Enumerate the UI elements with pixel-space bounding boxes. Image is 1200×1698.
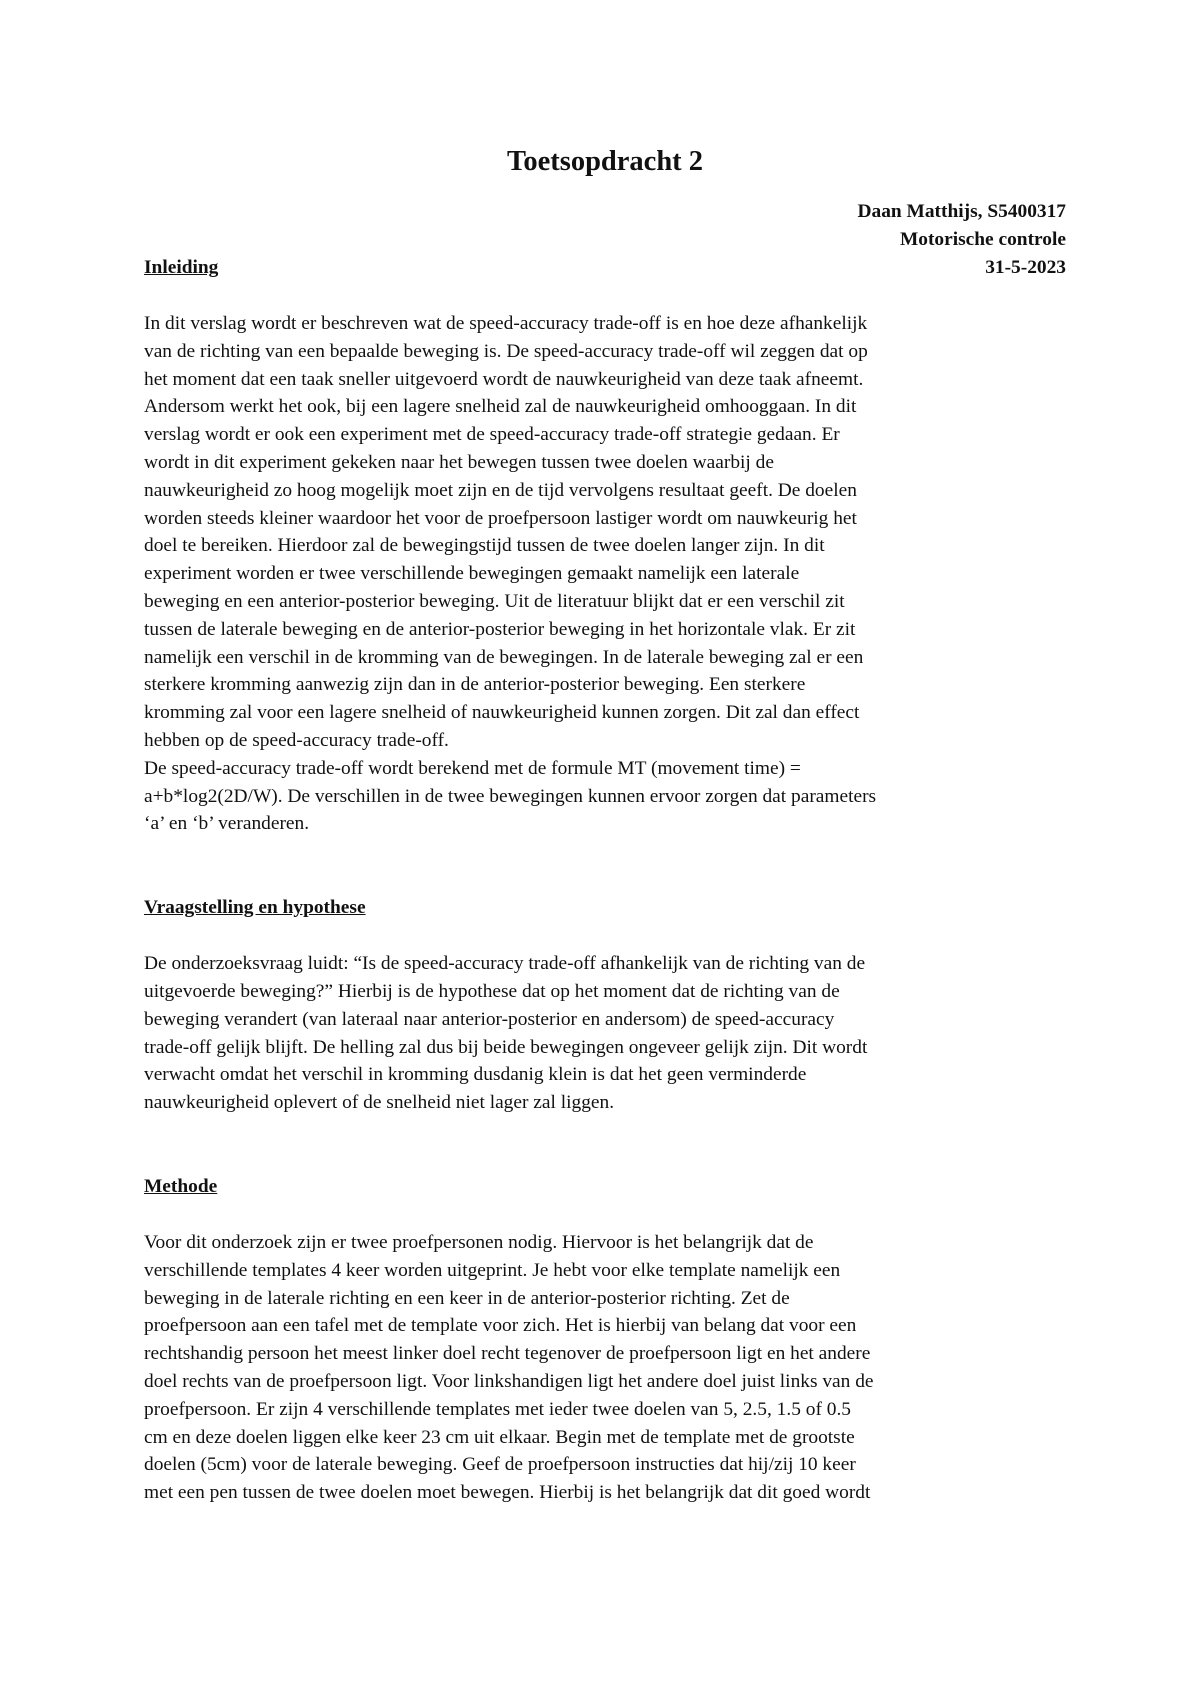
text-line: beweging in de laterale richting en een keer in de anterior-posterior richting. Zet de — [144, 1287, 790, 1309]
text-line: rechtshandig persoon het meest linker doel recht tegenover de proefpersoon ligt en het andere — [144, 1343, 871, 1365]
text-line: experiment worden er twee verschillende bewegingen gemaakt namelijk een laterale — [144, 563, 800, 585]
text-line: verslag wordt er ook een experiment met de speed-accuracy trade-off strategie gedaan. Er — [144, 424, 840, 446]
section-body-methode — [144, 1229, 1066, 1507]
text-line: sterkere kromming aanwezig zijn dan in de anterior-posterior beweging. Een sterkere — [144, 674, 806, 696]
text-line: wordt in dit experiment gekeken naar het bewegen tussen twee doelen waarbij de — [144, 451, 774, 473]
section-heading-methode: Methode — [144, 1175, 218, 1197]
text-line: nauwkeurigheid zo hoog mogelijk moet zijn en de tijd vervolgens resultaat geeft. De doelen — [144, 479, 857, 501]
text-line: het moment dat een taak sneller uitgevoerd wordt de nauwkeurigheid van deze taak afneemt. — [144, 368, 864, 390]
text-line: kromming zal voor een lagere snelheid of nauwkeurigheid kunnen zorgen. Dit zal dan effect — [144, 702, 860, 724]
text-line: doelen (5cm) voor de laterale beweging. Geef de proefpersoon instructies dat hij/zij 10 keer — [144, 1454, 856, 1476]
text-line: worden steeds kleiner waardoor het voor de proefpersoon lastiger wordt om nauwkeurig het — [144, 507, 857, 529]
text-line: In dit verslag wordt er beschreven wat de speed-accuracy trade-off is en hoe deze afhankelijk — [144, 313, 868, 334]
text-line: hebben op de speed-accuracy trade-off. — [144, 729, 449, 751]
document-title: Toetsopdracht 2 — [506, 146, 704, 177]
section-body-inleiding — [144, 310, 1066, 838]
text-line: ‘a’ en ‘b’ veranderen. — [144, 813, 310, 835]
text-line: Voor dit onderzoek zijn er twee proefpersonen nodig. Hiervoor is het belangrijk dat de — [144, 1231, 814, 1253]
text-line: doel rechts van de proefpersoon ligt. Voor linkshandigen ligt het andere doel juist links van de — [144, 1370, 874, 1392]
text-line: doel te bereiken. Hierdoor zal de bewegingstijd tussen de twee doelen langer zijn. In dit — [144, 535, 825, 557]
text-line: a+b*log2(2D/W). De verschillen in de twee bewegingen kunnen ervoor zorgen dat parameters — [144, 785, 877, 807]
date-line: 31-5-2023 — [985, 257, 1066, 278]
section-heading-inleiding: Inleiding — [144, 257, 219, 278]
text-line: met een pen tussen de twee doelen moet bewegen. Hierbij is het belangrijk dat dit goed wordt — [144, 1482, 871, 1504]
text-line: beweging verandert (van lateraal naar anterior-posterior en andersom) de speed-accuracy — [144, 1008, 835, 1030]
text-line: van de richting van een bepaalde beweging is. De speed-accuracy trade-off wil zeggen dat op — [144, 340, 868, 362]
text-line: nauwkeurigheid oplevert of de snelheid niet lager zal liggen. — [144, 1092, 615, 1114]
author-line: Daan Matthijs, S5400317 — [857, 201, 1066, 222]
text-line: verwacht omdat het verschil in kromming dusdanig klein is dat het geen verminderde — [144, 1064, 807, 1086]
text-line: proefpersoon aan een tafel met de template voor zich. Het is hierbij van belang dat voor een — [144, 1315, 857, 1337]
text-line: namelijk een verschil in de kromming van de bewegingen. In de laterale beweging zal er een — [144, 646, 864, 668]
text-line: De speed-accuracy trade-off wordt berekend met de formule MT (movement time) = — [144, 757, 801, 779]
text-line: cm en deze doelen liggen elke keer 23 cm uit elkaar. Begin met de template met de grootste — [144, 1426, 855, 1448]
text-line: proefpersoon. Er zijn 4 verschillende templates met ieder twee doelen van 5, 2.5, 1.5 of 0.5 — [144, 1398, 851, 1420]
text-line: trade-off gelijk blijft. De helling zal dus bij beide bewegingen ongeveer gelijk zijn. Dit wordt — [144, 1036, 868, 1058]
document-page — [144, 140, 1066, 1507]
text-line: De onderzoeksvraag luidt: “Is de speed-accuracy trade-off afhankelijk van de richting van de — [144, 953, 866, 975]
course-line: Motorische controle — [899, 229, 1066, 250]
text-line: uitgevoerde beweging?” Hierbij is de hypothese dat op het moment dat de richting van de — [144, 980, 840, 1002]
text-line: tussen de laterale beweging en de anterior-posterior beweging in het horizontale vlak. Er zit — [144, 618, 856, 640]
text-line: beweging en een anterior-posterior beweging. Uit de literatuur blijkt dat er een verschil zit — [144, 590, 845, 612]
text-line: Andersom werkt het ook, bij een lagere snelheid zal de nauwkeurigheid omhooggaan. In dit — [144, 396, 857, 418]
section-body-vraagstelling — [144, 950, 1066, 1117]
text-line: verschillende templates 4 keer worden uitgeprint. Je hebt voor elke template namelijk een — [144, 1259, 841, 1281]
section-heading-vraagstelling: Vraagstelling en hypothese — [144, 897, 366, 919]
